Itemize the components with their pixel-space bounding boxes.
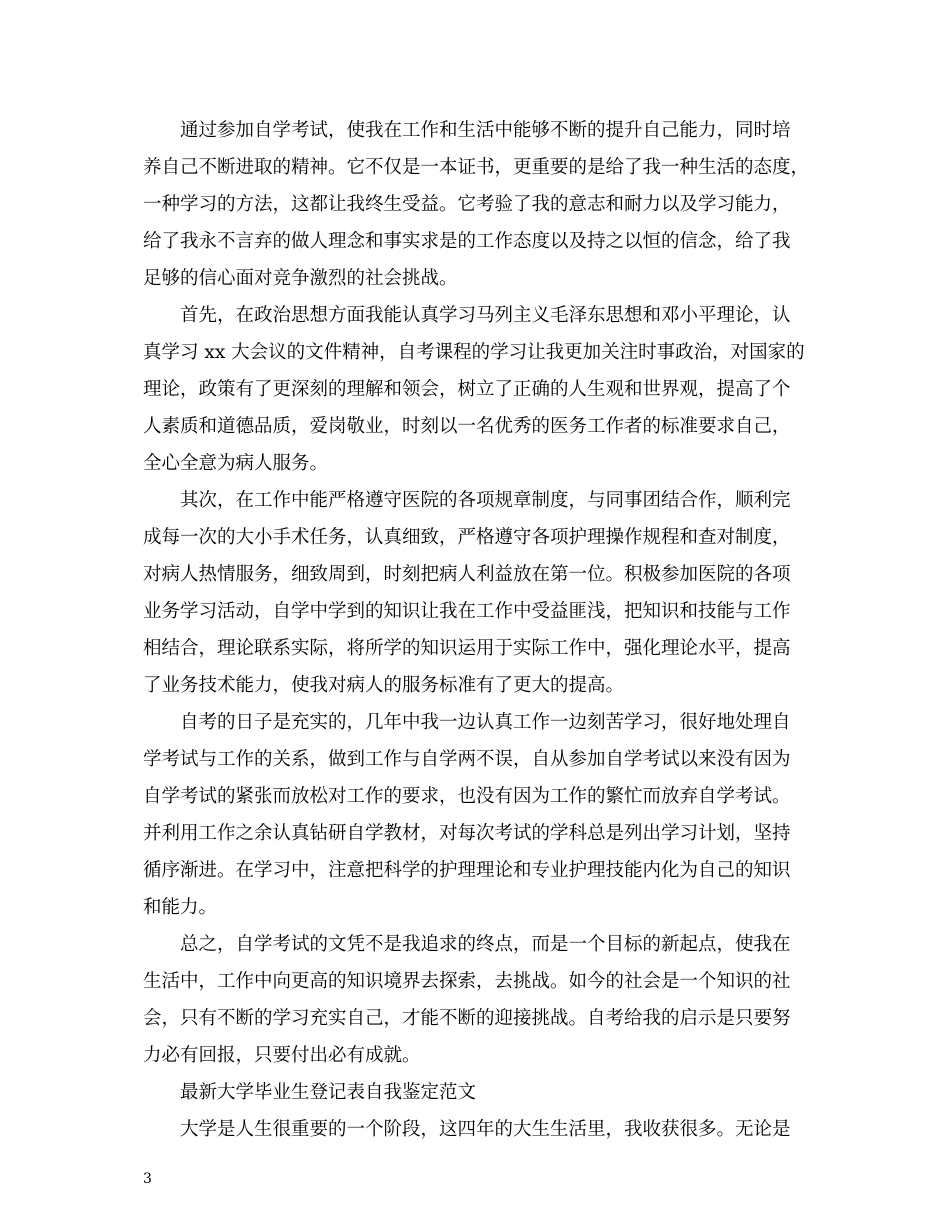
text-line: 自考的日子是充实的，几年中我一边认真工作一边刻苦学习，很好地处理自 [180,712,791,733]
text-line: 循序渐进。在学习中，注意把科学的护理理论和专业护理技能内化为自己的知识 [143,860,791,881]
text-line: 养自己不断进取的精神。它不仅是一本证书，更重要的是给了我一种生活的态度， [143,157,810,178]
text-line: 业务学习活动，自学中学到的知识让我在工作中受益匪浅，把知识和技能与工作 [143,601,791,622]
text-line: 总之，自学考试的文凭不是我追求的终点，而是一个目标的新起点，使我在 [180,934,791,955]
page-number: 3 [143,1171,152,1187]
text-line: 首先，在政治思想方面我能认真学习马列主义毛泽东思想和邓小平理论，认 [180,305,791,326]
text-line: 自学考试的紧张而放松对工作的要求，也没有因为工作的繁忙而放弃自学考试。 [143,786,791,807]
text-line: 一种学习的方法，这都让我终生受益。它考验了我的意志和耐力以及学习能力， [143,194,791,215]
text-line: 学考试与工作的关系，做到工作与自学两不误，自从参加自学考试以来没有因为 [143,749,791,770]
text-line: 了业务技术能力，使我对病人的服务标准有了更大的提高。 [143,675,625,696]
text-line: 生活中，工作中向更高的知识境界去探索，去挑战。如今的社会是一个知识的社 [143,971,791,992]
text-line: 给了我永不言弃的做人理念和事实求是的工作态度以及持之以恒的信念，给了我 [143,231,791,252]
text-line: 大学是人生很重要的一个阶段，这四年的大生生活里，我收获很多。无论是 [180,1119,791,1140]
text-line: 力必有回报，只要付出必有成就。 [143,1045,421,1066]
text-line: 和能力。 [143,897,218,918]
text-line: 真学习 xx 大会议的文件精神，自考课程的学习让我更加关注时事政治，对国家的 [143,342,805,363]
text-line: 足够的信心面对竞争激烈的社会挑战。 [143,268,458,289]
text-line: 并利用工作之余认真钻研自学教材，对每次考试的学科总是列出学习计划，坚持 [143,823,791,844]
text-line: 全心全意为病人服务。 [143,453,329,474]
text-line: 相结合，理论联系实际，将所学的知识运用于实际工作中，强化理论水平，提高 [143,638,791,659]
text-line: 通过参加自学考试，使我在工作和生活中能够不断的提升自己能力，同时培 [180,120,791,141]
text-line: 会，只有不断的学习充实自己，才能不断的迎接挑战。自考给我的启示是只要努 [143,1008,791,1029]
text-line: 其次，在工作中能严格遵守医院的各项规章制度，与同事团结合作，顺利完 [180,490,791,511]
section-heading: 最新大学毕业生登记表自我鉴定范文 [180,1082,477,1103]
text-line: 成每一次的大小手术任务，认真细致，严格遵守各项护理操作规程和查对制度， [143,527,791,548]
text-line: 理论，政策有了更深刻的理解和领会，树立了正确的人生观和世界观，提高了个 [143,379,791,400]
text-line: 人素质和道德品质，爱岗敬业，时刻以一名优秀的医务工作者的标准要求自己， [143,416,791,437]
text-line: 对病人热情服务，细致周到，时刻把病人利益放在第一位。积极参加医院的各项 [143,564,791,585]
